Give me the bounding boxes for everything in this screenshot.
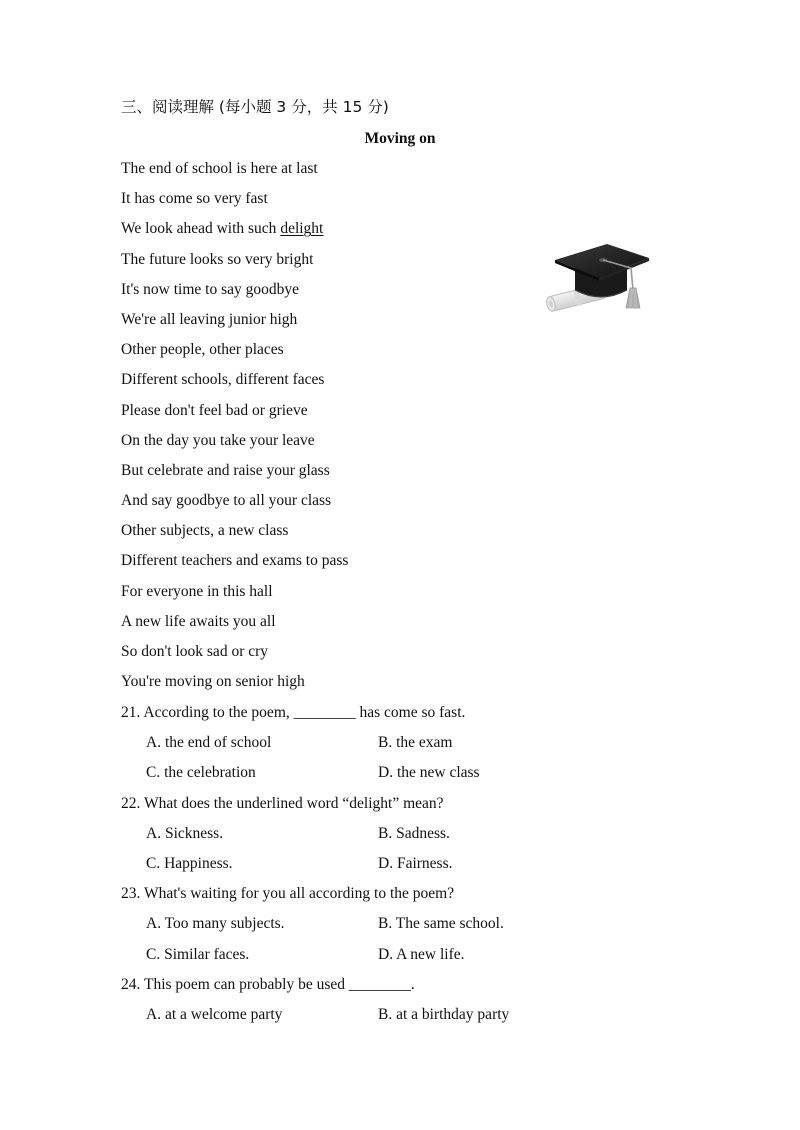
poem-line: Different schools, different faces — [121, 371, 325, 389]
option: A. Sickness. — [146, 824, 224, 842]
option: C. Happiness. — [146, 854, 233, 872]
poem-line: On the day you take your leave — [121, 431, 315, 449]
section-heading: 三、阅读理解 (每小题 3 分，共 15 分) — [121, 98, 389, 116]
option: B. The same school. — [378, 915, 504, 933]
option-row — [121, 732, 721, 762]
poem-line: But celebrate and raise your glass — [121, 461, 330, 479]
option-row — [121, 762, 721, 792]
poem-line: A new life awaits you all — [121, 612, 276, 630]
option-row — [121, 944, 721, 974]
option: D. the new class — [378, 764, 480, 782]
option: A. the end of school — [146, 734, 272, 752]
option-row — [121, 913, 721, 943]
option: C. Similar faces. — [146, 945, 250, 963]
question-stem: 23. What's waiting for you all according to the poem? — [121, 885, 455, 903]
option: A. Too many subjects. — [146, 915, 285, 933]
poem-line: You're moving on senior high — [121, 673, 305, 691]
option: B. Sadness. — [378, 824, 450, 842]
question-stem: 21. According to the poem, ________ has come so fast. — [121, 704, 466, 721]
poem-line: We're all leaving junior high — [121, 310, 298, 328]
questions — [121, 702, 721, 1034]
poem-line: Other subjects, a new class — [121, 522, 289, 540]
option: C. the celebration — [146, 764, 256, 782]
poem-title: Moving on — [364, 130, 436, 147]
option: B. the exam — [378, 734, 453, 752]
option: D. A new life. — [378, 945, 465, 963]
underlined-word: delight — [280, 220, 324, 238]
question-stem: 22. What does the underlined word “delight” mean? — [121, 794, 444, 812]
poem-line: For everyone in this hall — [121, 582, 273, 600]
option: B. at a birthday party — [378, 1005, 510, 1023]
option-row — [121, 1004, 721, 1034]
poem-line-text: We look ahead with such — [121, 220, 281, 238]
option-row — [121, 853, 721, 883]
poem — [121, 158, 348, 701]
poem-line: So don't look sad or cry — [121, 643, 269, 660]
option-row — [121, 823, 721, 853]
poem-line: And say goodbye to all your class — [121, 492, 332, 510]
poem-line: Different teachers and exams to pass — [121, 552, 349, 570]
poem-line: The end of school is here at last — [121, 160, 318, 177]
graduation-cap-and-diploma-icon — [545, 238, 660, 318]
question-stem: 24. This poem can probably be used ________. — [121, 975, 415, 993]
poem-line: The future looks so very bright — [121, 250, 314, 268]
poem-line: Other people, other places — [121, 341, 284, 359]
poem-line — [121, 218, 348, 248]
poem-line: It has come so very fast — [121, 190, 268, 208]
option: D. Fairness. — [378, 854, 453, 872]
poem-line: Please don't feel bad or grieve — [121, 401, 308, 419]
option: A. at a welcome party — [146, 1005, 283, 1023]
poem-line: It's now time to say goodbye — [121, 280, 300, 298]
